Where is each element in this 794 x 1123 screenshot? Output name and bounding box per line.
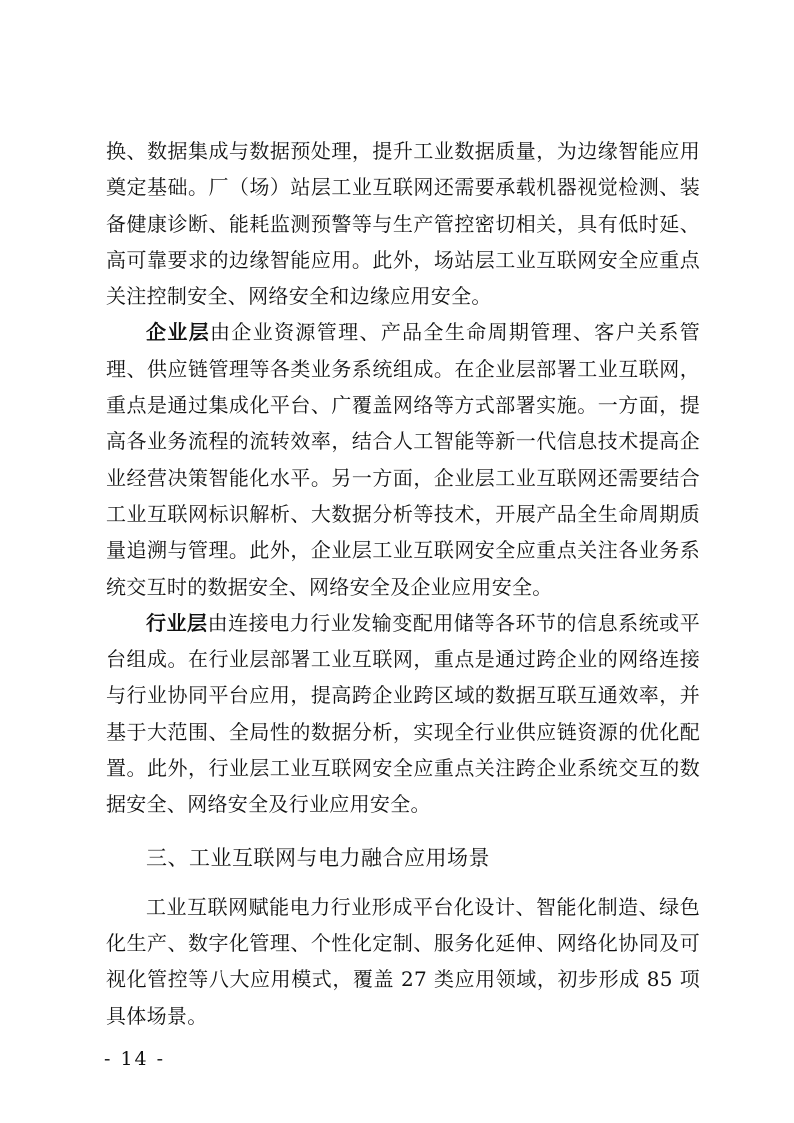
industry-layer-text: 由连接电力行业发输变配用储等各环节的信息系统或平台组成。在行业层部署工业互联网，重点是通过跨企业的网络连接与行业协同平台应用，提高跨企业跨区域的数据互联互通效率，并基于大范围、全局性的数据分析，实现全行业供应链资源的优化配置。此外，行业层工业互联网安全应重点关注跨企业系统交互的数据安全、网络安全及行业应用安全。 [106,610,701,817]
page-number: - 14 - [104,1048,166,1070]
section-paragraph: 工业互联网赋能电力行业形成平台化设计、智能化制造、绿色化生产、数字化管理、个性化定制、服务化延伸、网络化协同及可视化管控等八大应用模式，覆盖 27 类应用领域，初步形成 85 项具体场景。 [106,894,700,1028]
section-heading: 三、工业互联网与电力融合应用场景 [146,845,490,870]
enterprise-layer-term: 企业层 [146,320,211,345]
document-body [106,133,700,1034]
enterprise-layer-text: 由企业资源管理、产品全生命周期管理、客户关系管理、供应链管理等各类业务系统组成。在企业层部署工业互联网，重点是通过集成化平台、广覆盖网络等方式部署实施。一方面，提高各业务流程的流转效率，结合人工智能等新一代信息技术提高企业经营决策智能化水平。另一方面，企业层工业互联网还需要结合工业互联网标识解析、大数据分析等技术，开展产品全生命周期质量追溯与管理。此外，企业层工业互联网安全应重点关注各业务系统交互时的数据安全、网络安全及企业应用安全。 [106,320,700,599]
enterprise-layer-paragraph [106,314,700,604]
industry-layer-paragraph [106,605,700,823]
body-paragraph: 换、数据集成与数据预处理，提升工业数据质量，为边缘智能应用奠定基础。厂（场）站层工业互联网还需要承载机器视觉检测、装备健康诊断、能耗监测预警等与生产管控密切相关，具有低时延、高可靠要求的边缘智能应用。此外，场站层工业互联网安全应重点关注控制安全、网络安全和边缘应用安全。 [106,139,700,309]
industry-layer-term: 行业层 [146,610,208,635]
